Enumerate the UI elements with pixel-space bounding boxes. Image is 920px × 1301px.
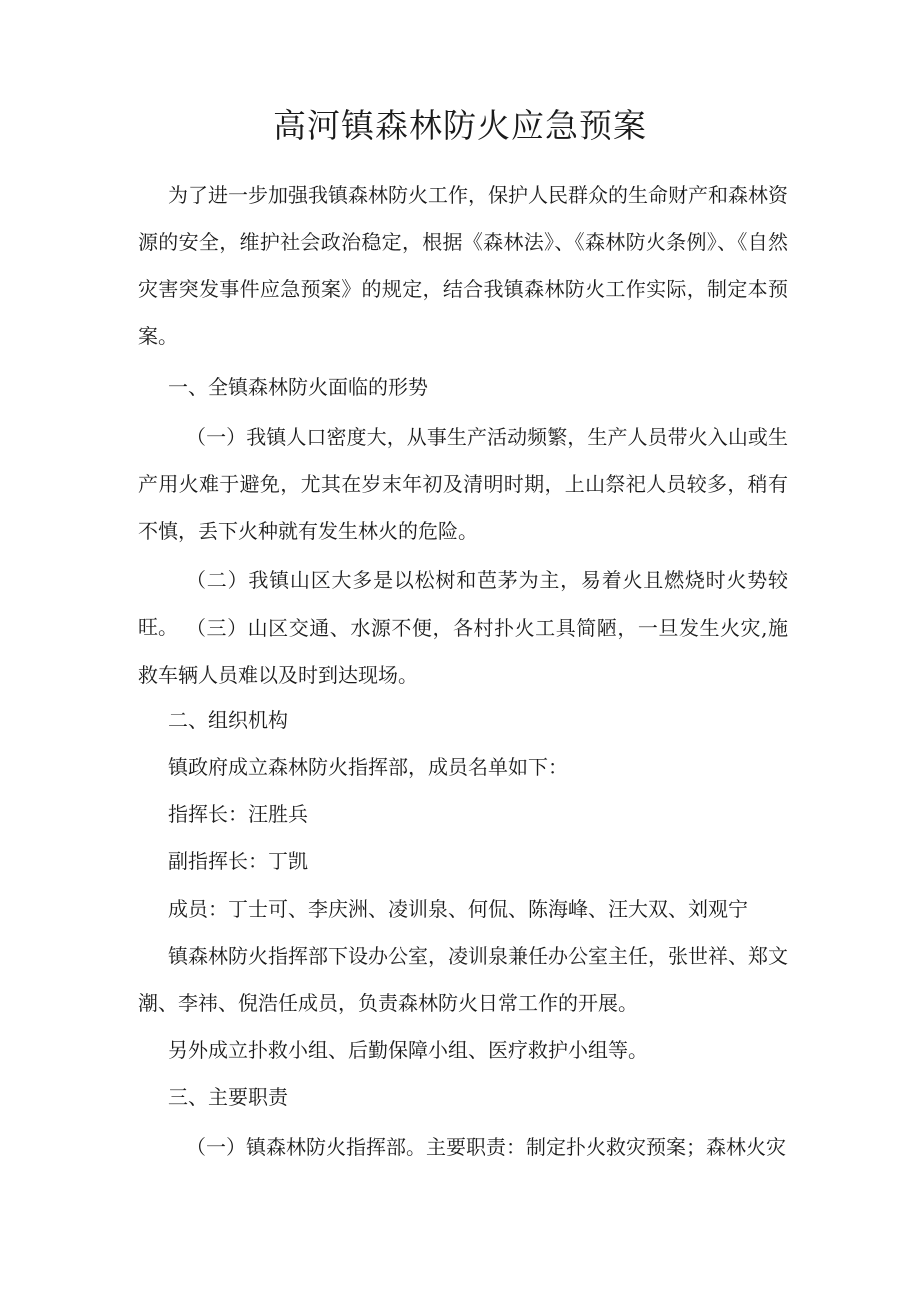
- section-2-heading: 二、组织机构: [168, 708, 288, 732]
- section-1-heading: 一、全镇森林防火面临的形势: [168, 375, 428, 399]
- section-3-item-1: （一）镇森林防火指挥部。主要职责：制定扑火救灾预案；森林火灾: [186, 1135, 786, 1159]
- section-1-item-3: （三）山区交通、水源不便，各村扑火工具简陋，一旦发生火灾,施救车辆人员难以及时到达现场。: [138, 616, 788, 687]
- section-1-item-1: （一）我镇人口密度大，从事生产活动频繁，生产人员带火入山或生产用火难于避免，尤其在岁末年初及清明时期，上山祭祀人员较多，稍有不慎，丢下火种就有发生林火的危险。: [138, 425, 788, 543]
- deputy-commander-line: 副指挥长：丁凯: [168, 849, 308, 873]
- section-1-item-2: （二）我镇山区大多是以松树和芭茅为主，易着火且燃烧时火势较旺。: [138, 568, 788, 639]
- groups-line: 另外成立扑救小组、后勤保障小组、医疗救护小组等。: [168, 1038, 648, 1062]
- commander-line: 指挥长：汪胜兵: [168, 802, 308, 826]
- office-paragraph: 镇森林防火指挥部下设办公室，凌训泉兼任办公室主任，张世祥、郑文潮、李祎、倪浩任成员，负责森林防火日常工作的开展。: [138, 944, 788, 1015]
- document-title: 高河镇森林防火应急预案: [273, 106, 647, 145]
- section-3-heading: 三、主要职责: [168, 1085, 288, 1109]
- section-2-intro: 镇政府成立森林防火指挥部，成员名单如下：: [168, 755, 568, 779]
- intro-paragraph: 为了进一步加强我镇森林防火工作，保护人民群众的生命财产和森林资源的安全，维护社会政治稳定，根据《森林法》、《森林防火条例》、《自然灾害突发事件应急预案》的规定，结合我镇森林防火工作实际，制定本预案。: [138, 183, 788, 348]
- members-line: 成员：丁士可、李庆洲、凌训泉、何侃、陈海峰、汪大双、刘观宁: [168, 897, 748, 921]
